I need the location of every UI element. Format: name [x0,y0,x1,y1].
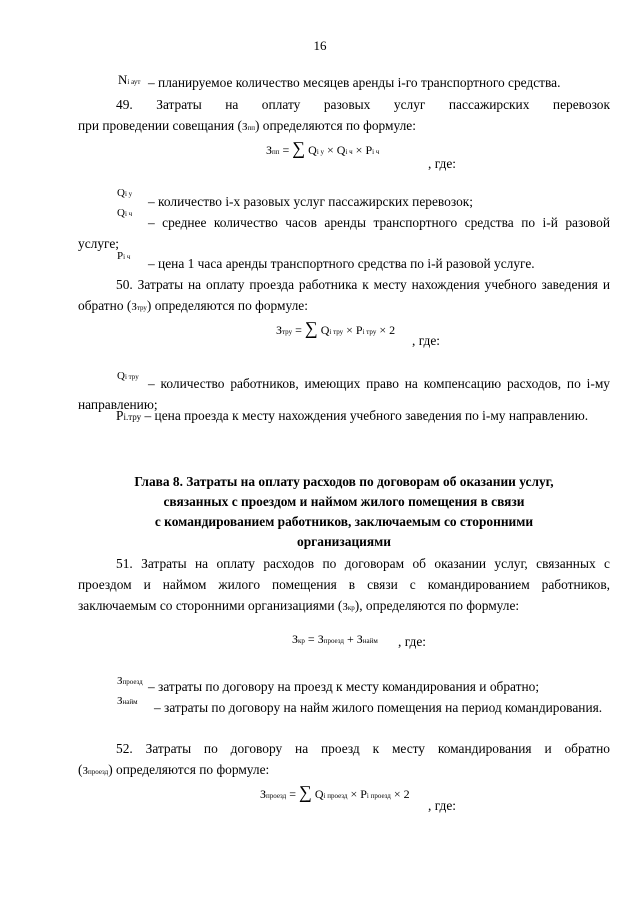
paragraph-52: 52. Затраты по договору на проезд к месту командирования и обратно [116,741,610,756]
gde-3: , где: [398,634,426,649]
n-definition: – планируемое количество месяцев аренды i-го транспортного средства. [148,75,561,90]
formula-49: Зпп = ∑ Qi у × Qi ч × Pi ч [266,138,380,158]
symbol-q-itru: Qi тру [117,370,139,382]
z-naim-definition: – затраты по договору на найм жилого помещения на период командирования. [154,700,603,715]
symbol-n: Ni аут [118,72,141,87]
gde-2: , где: [412,333,440,348]
symbol-z-proezd: Зпроезд [117,675,143,687]
formula-50: Зтру = ∑ Qi тру × Pi тру × 2 [276,318,396,338]
q-itru-definition: – количество работников, имеющих право на компенсацию расходов, по i-му направлению; [78,376,610,412]
q-ich-definition: – среднее количество часов аренды транспортного средства по i-й разовой услуге; [78,215,610,251]
q-iy-definition: – количество i-х разовых услуг пассажирских перевозок; [148,194,473,209]
formula-52: Зпроезд = ∑ Qi проезд × Pi проезд × 2 [260,782,410,802]
paragraph-52-cont: (Зпроезд) определяются по формуле: [78,762,270,777]
gde-1: , где: [428,156,456,171]
chapter-8-heading: Глава 8. Затраты на оплату расходов по договорам об оказании услуг, связанных с проездом и наймом жилого помещения в связи с командированием работников, заключаемым со сторонними организациями [134,474,554,549]
gde-4: , где: [428,798,456,813]
p-ich-definition: – цена 1 часа аренды транспортного средства по i-й разовой услуге. [148,256,535,271]
paragraph-50: 50. Затраты на оплату проезда работника к месту нахождения учебного заведения и обратно (Зтру) определяются по формуле: [78,277,610,313]
symbol-q-ich: Qi ч [117,207,133,219]
symbol-p-ich: Pi ч [117,250,131,262]
paragraph-49: 49. Затраты на оплату разовых услуг пассажирских перевозок [116,97,610,112]
page-number: 16 [313,38,327,53]
paragraph-51: 51. Затраты на оплату расходов по договорам об оказании услуг, связанных с проездом и наймом жилого помещения в связи с командированием работников, заключаемым со сторонними организациями (Зкр), определяются по формуле: [78,556,610,613]
symbol-z-naim: Знайм [117,695,138,707]
paragraph-49-cont: при проведении совещания (Зпп) определяются по формуле: [78,118,416,133]
formula-51: Зкр = Зпроезд + Знайм [292,632,378,646]
z-proezd-definition: – затраты по договору на проезд к месту командирования и обратно; [148,679,540,694]
symbol-q-iy: Qi у [117,187,133,199]
p-itru-definition: Pi.тру – цена проезда к месту нахождения учебного заведения по i-му направлению. [116,408,589,423]
